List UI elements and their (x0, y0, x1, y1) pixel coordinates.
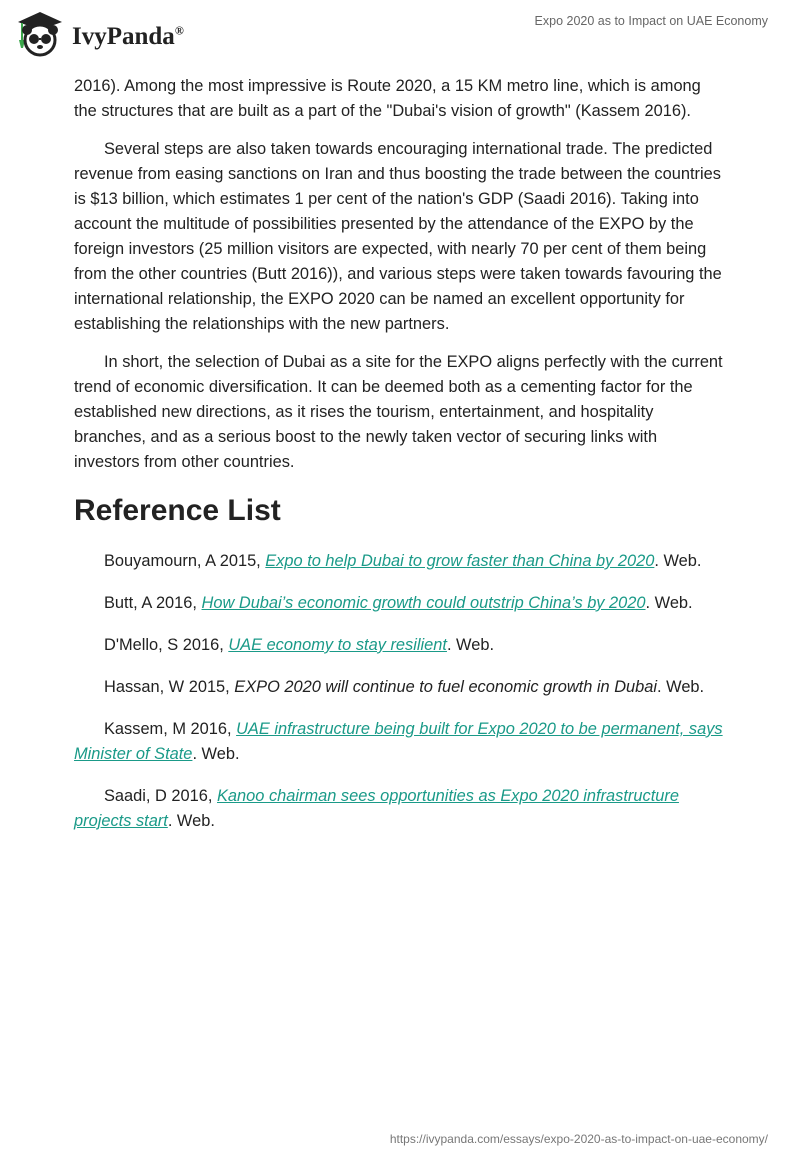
reference-title: EXPO 2020 will continue to fuel economic growth in Dubai (234, 678, 658, 696)
reference-item: D'Mello, S 2016, UAE economy to stay resilient. Web. (104, 636, 495, 654)
reference-item: Hassan, W 2015, EXPO 2020 will continue to fuel economic growth in Dubai. Web. (104, 678, 705, 696)
essay-content (74, 74, 726, 851)
body-paragraph: Several steps are also taken towards encouraging international trade. The predicted revenue from easing sanctions on Iran and thus boosting the trade between the countries is $13 billion, which estimates 1 per cent of the nation's GDP (Saadi 2016). Taking into account the multitude of possibilities presented by the attendance of the EXPO by the foreign investors (25 million visitors are expected, with nearly 70 per cent of them being from the other countries (Butt 2016)), and various steps were taken towards favouring the international relationship, the EXPO 2020 can be named an excellent opportunity for establishing the relationships with the new partners. (74, 140, 722, 333)
logo-text: IvyPanda® (72, 23, 184, 50)
panda-graduate-icon (14, 8, 66, 58)
reference-item: Kassem, M 2016, UAE infrastructure being built for Expo 2020 to be permanent, says Minister of State. Web. (74, 720, 723, 763)
reference-list-heading: Reference List (74, 494, 281, 527)
reference-link[interactable]: UAE economy to stay resilient (228, 636, 447, 654)
reference-item: Saadi, D 2016, Kanoo chairman sees opportunities as Expo 2020 infrastructure projects start. Web. (74, 787, 679, 830)
reference-link[interactable]: UAE infrastructure being built for Expo 2020 to be permanent, says Minister of State (74, 720, 723, 763)
body-paragraph: 2016). Among the most impressive is Route 2020, a 15 KM metro line, which is among the structures that are built as a part of the "Dubai's vision of growth" (Kassem 2016). (74, 77, 701, 120)
reference-link[interactable]: How Dubai’s economic growth could outstrip China’s by 2020 (201, 594, 646, 612)
body-paragraph: In short, the selection of Dubai as a site for the EXPO aligns perfectly with the current trend of economic diversification. It can be deemed both as a cementing factor for the established new directions, as it rises the tourism, entertainment, and hospitality branches, and as a serious boost to the newly taken vector of securing links with investors from other countries. (74, 353, 723, 471)
ivypanda-logo[interactable] (14, 8, 184, 58)
reference-item: Bouyamourn, A 2015, Expo to help Dubai to grow faster than China by 2020. Web. (104, 552, 702, 570)
reference-link[interactable]: Expo to help Dubai to grow faster than China by 2020 (265, 552, 655, 570)
page-header (0, 0, 800, 60)
page-url[interactable]: https://ivypanda.com/essays/expo-2020-as-to-impact-on-uae-economy/ (389, 1132, 768, 1146)
reference-item: Butt, A 2016, How Dubai’s economic growth could outstrip China’s by 2020. Web. (104, 594, 693, 612)
document-title: Expo 2020 as to Impact on UAE Economy (534, 14, 768, 28)
reference-link[interactable]: Kanoo chairman sees opportunities as Expo 2020 infrastructure projects start (74, 787, 679, 830)
